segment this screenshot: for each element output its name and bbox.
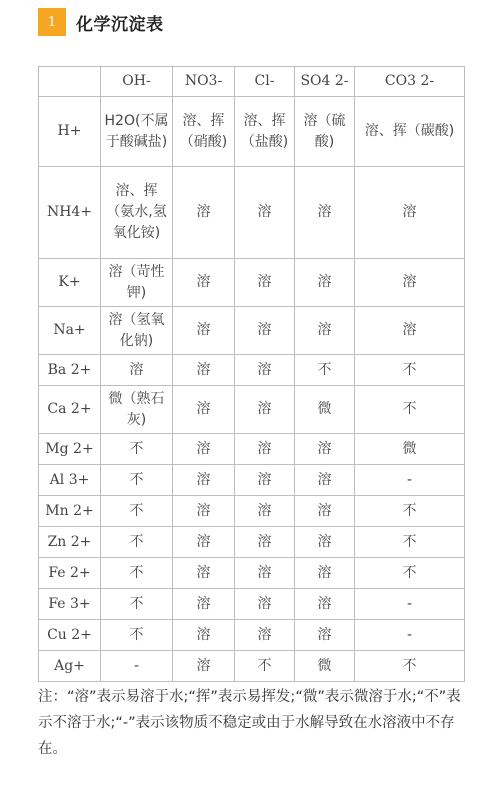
- header-cell: OH-: [101, 67, 173, 97]
- solubility-cell: 溶: [173, 167, 235, 259]
- solubility-cell: 微: [295, 651, 355, 682]
- solubility-cell: 不: [355, 651, 465, 682]
- solubility-cell: 不: [355, 558, 465, 589]
- solubility-cell: 溶: [235, 527, 295, 558]
- cation-cell: Zn 2+: [39, 527, 101, 558]
- solubility-cell: 溶: [355, 259, 465, 307]
- header-cell: Cl-: [235, 67, 295, 97]
- solubility-cell: 溶: [235, 355, 295, 386]
- solubility-table: [38, 66, 465, 682]
- solubility-cell: 溶: [235, 620, 295, 651]
- solubility-cell: 溶: [295, 259, 355, 307]
- solubility-cell: 溶: [173, 496, 235, 527]
- table-row: [39, 434, 465, 465]
- solubility-cell: 溶: [295, 496, 355, 527]
- table-row: [39, 386, 465, 434]
- solubility-cell: 溶: [355, 307, 465, 355]
- solubility-cell: 不: [295, 355, 355, 386]
- solubility-cell: 溶: [235, 496, 295, 527]
- solubility-cell: 不: [101, 434, 173, 465]
- solubility-cell: 溶: [295, 527, 355, 558]
- solubility-cell: 不: [101, 496, 173, 527]
- solubility-cell: 不: [101, 558, 173, 589]
- solubility-cell: 溶: [295, 465, 355, 496]
- section-header: [38, 8, 164, 36]
- solubility-cell: -: [355, 465, 465, 496]
- cation-cell: Fe 2+: [39, 558, 101, 589]
- solubility-cell: 溶: [173, 527, 235, 558]
- table-row: [39, 167, 465, 259]
- solubility-cell: 溶: [295, 307, 355, 355]
- header-cell: [39, 67, 101, 97]
- solubility-cell: 溶: [295, 589, 355, 620]
- solubility-cell: 不: [101, 465, 173, 496]
- solubility-cell: 溶: [295, 167, 355, 259]
- solubility-cell: 溶、挥（碳酸): [355, 97, 465, 167]
- solubility-cell: 不: [101, 527, 173, 558]
- solubility-cell: 溶: [173, 355, 235, 386]
- header-cell: SO4 2-: [295, 67, 355, 97]
- solubility-cell: 不: [355, 496, 465, 527]
- table-row: [39, 651, 465, 682]
- header-cell: NO3-: [173, 67, 235, 97]
- solubility-cell: 溶: [173, 465, 235, 496]
- solubility-cell: 溶: [235, 558, 295, 589]
- cation-cell: Ag+: [39, 651, 101, 682]
- solubility-cell: 不: [101, 589, 173, 620]
- solubility-cell: 不: [101, 620, 173, 651]
- solubility-cell: 溶: [235, 307, 295, 355]
- table-row: [39, 259, 465, 307]
- solubility-cell: 不: [355, 527, 465, 558]
- table-row: [39, 620, 465, 651]
- solubility-cell: 溶: [173, 651, 235, 682]
- table-row: [39, 97, 465, 167]
- solubility-cell: 微（熟石灰): [101, 386, 173, 434]
- table-row: [39, 307, 465, 355]
- cation-cell: Mn 2+: [39, 496, 101, 527]
- solubility-cell: 溶: [173, 558, 235, 589]
- solubility-cell: 溶: [295, 434, 355, 465]
- solubility-cell: -: [355, 620, 465, 651]
- solubility-cell: 溶、挥（氨水,氢氧化铵): [101, 167, 173, 259]
- table-header-row: [39, 67, 465, 97]
- solubility-cell: 溶: [101, 355, 173, 386]
- solubility-cell: 溶（硫酸): [295, 97, 355, 167]
- solubility-cell: 溶、挥（盐酸): [235, 97, 295, 167]
- cation-cell: NH4+: [39, 167, 101, 259]
- solubility-cell: 溶: [235, 589, 295, 620]
- solubility-cell: 溶: [173, 307, 235, 355]
- cation-cell: H+: [39, 97, 101, 167]
- section-title: 化学沉淀表: [76, 14, 164, 35]
- solubility-cell: 溶: [173, 589, 235, 620]
- cation-cell: Mg 2+: [39, 434, 101, 465]
- solubility-cell: -: [355, 589, 465, 620]
- cation-cell: Ca 2+: [39, 386, 101, 434]
- table-row: [39, 527, 465, 558]
- cation-cell: Na+: [39, 307, 101, 355]
- solubility-cell: 微: [295, 386, 355, 434]
- cation-cell: Fe 3+: [39, 589, 101, 620]
- solubility-cell: 溶: [235, 167, 295, 259]
- section-number-badge: 1: [38, 8, 66, 36]
- cation-cell: Ba 2+: [39, 355, 101, 386]
- solubility-cell: 溶（氢氧化钠): [101, 307, 173, 355]
- cation-cell: K+: [39, 259, 101, 307]
- table-row: [39, 496, 465, 527]
- solubility-cell: 溶: [173, 434, 235, 465]
- table-row: [39, 589, 465, 620]
- header-cell: CO3 2-: [355, 67, 465, 97]
- solubility-cell: 溶: [235, 259, 295, 307]
- solubility-cell: 微: [355, 434, 465, 465]
- table-row: [39, 465, 465, 496]
- solubility-cell: 溶、挥（硝酸): [173, 97, 235, 167]
- table-row: [39, 355, 465, 386]
- solubility-cell: 溶: [173, 259, 235, 307]
- solubility-cell: 不: [355, 386, 465, 434]
- solubility-cell: 溶: [173, 620, 235, 651]
- solubility-cell: -: [101, 651, 173, 682]
- solubility-cell: 溶: [295, 620, 355, 651]
- solubility-cell: 不: [355, 355, 465, 386]
- solubility-cell: 溶: [355, 167, 465, 259]
- solubility-cell: 溶（苛性钾): [101, 259, 173, 307]
- solubility-cell: 溶: [235, 434, 295, 465]
- solubility-cell: 溶: [235, 465, 295, 496]
- solubility-cell: H2O(不属于酸碱盐): [101, 97, 173, 167]
- table-row: [39, 558, 465, 589]
- solubility-cell: 溶: [173, 386, 235, 434]
- footnote: 注：“溶”表示易溶于水;“挥”表示易挥发;“微”表示微溶于水;“不”表示不溶于水;“-”表示该物质不稳定或由于水解导致在水溶液中不存在。: [38, 689, 461, 757]
- solubility-cell: 溶: [295, 558, 355, 589]
- cation-cell: Cu 2+: [39, 620, 101, 651]
- solubility-cell: 不: [235, 651, 295, 682]
- solubility-cell: 溶: [235, 386, 295, 434]
- cation-cell: Al 3+: [39, 465, 101, 496]
